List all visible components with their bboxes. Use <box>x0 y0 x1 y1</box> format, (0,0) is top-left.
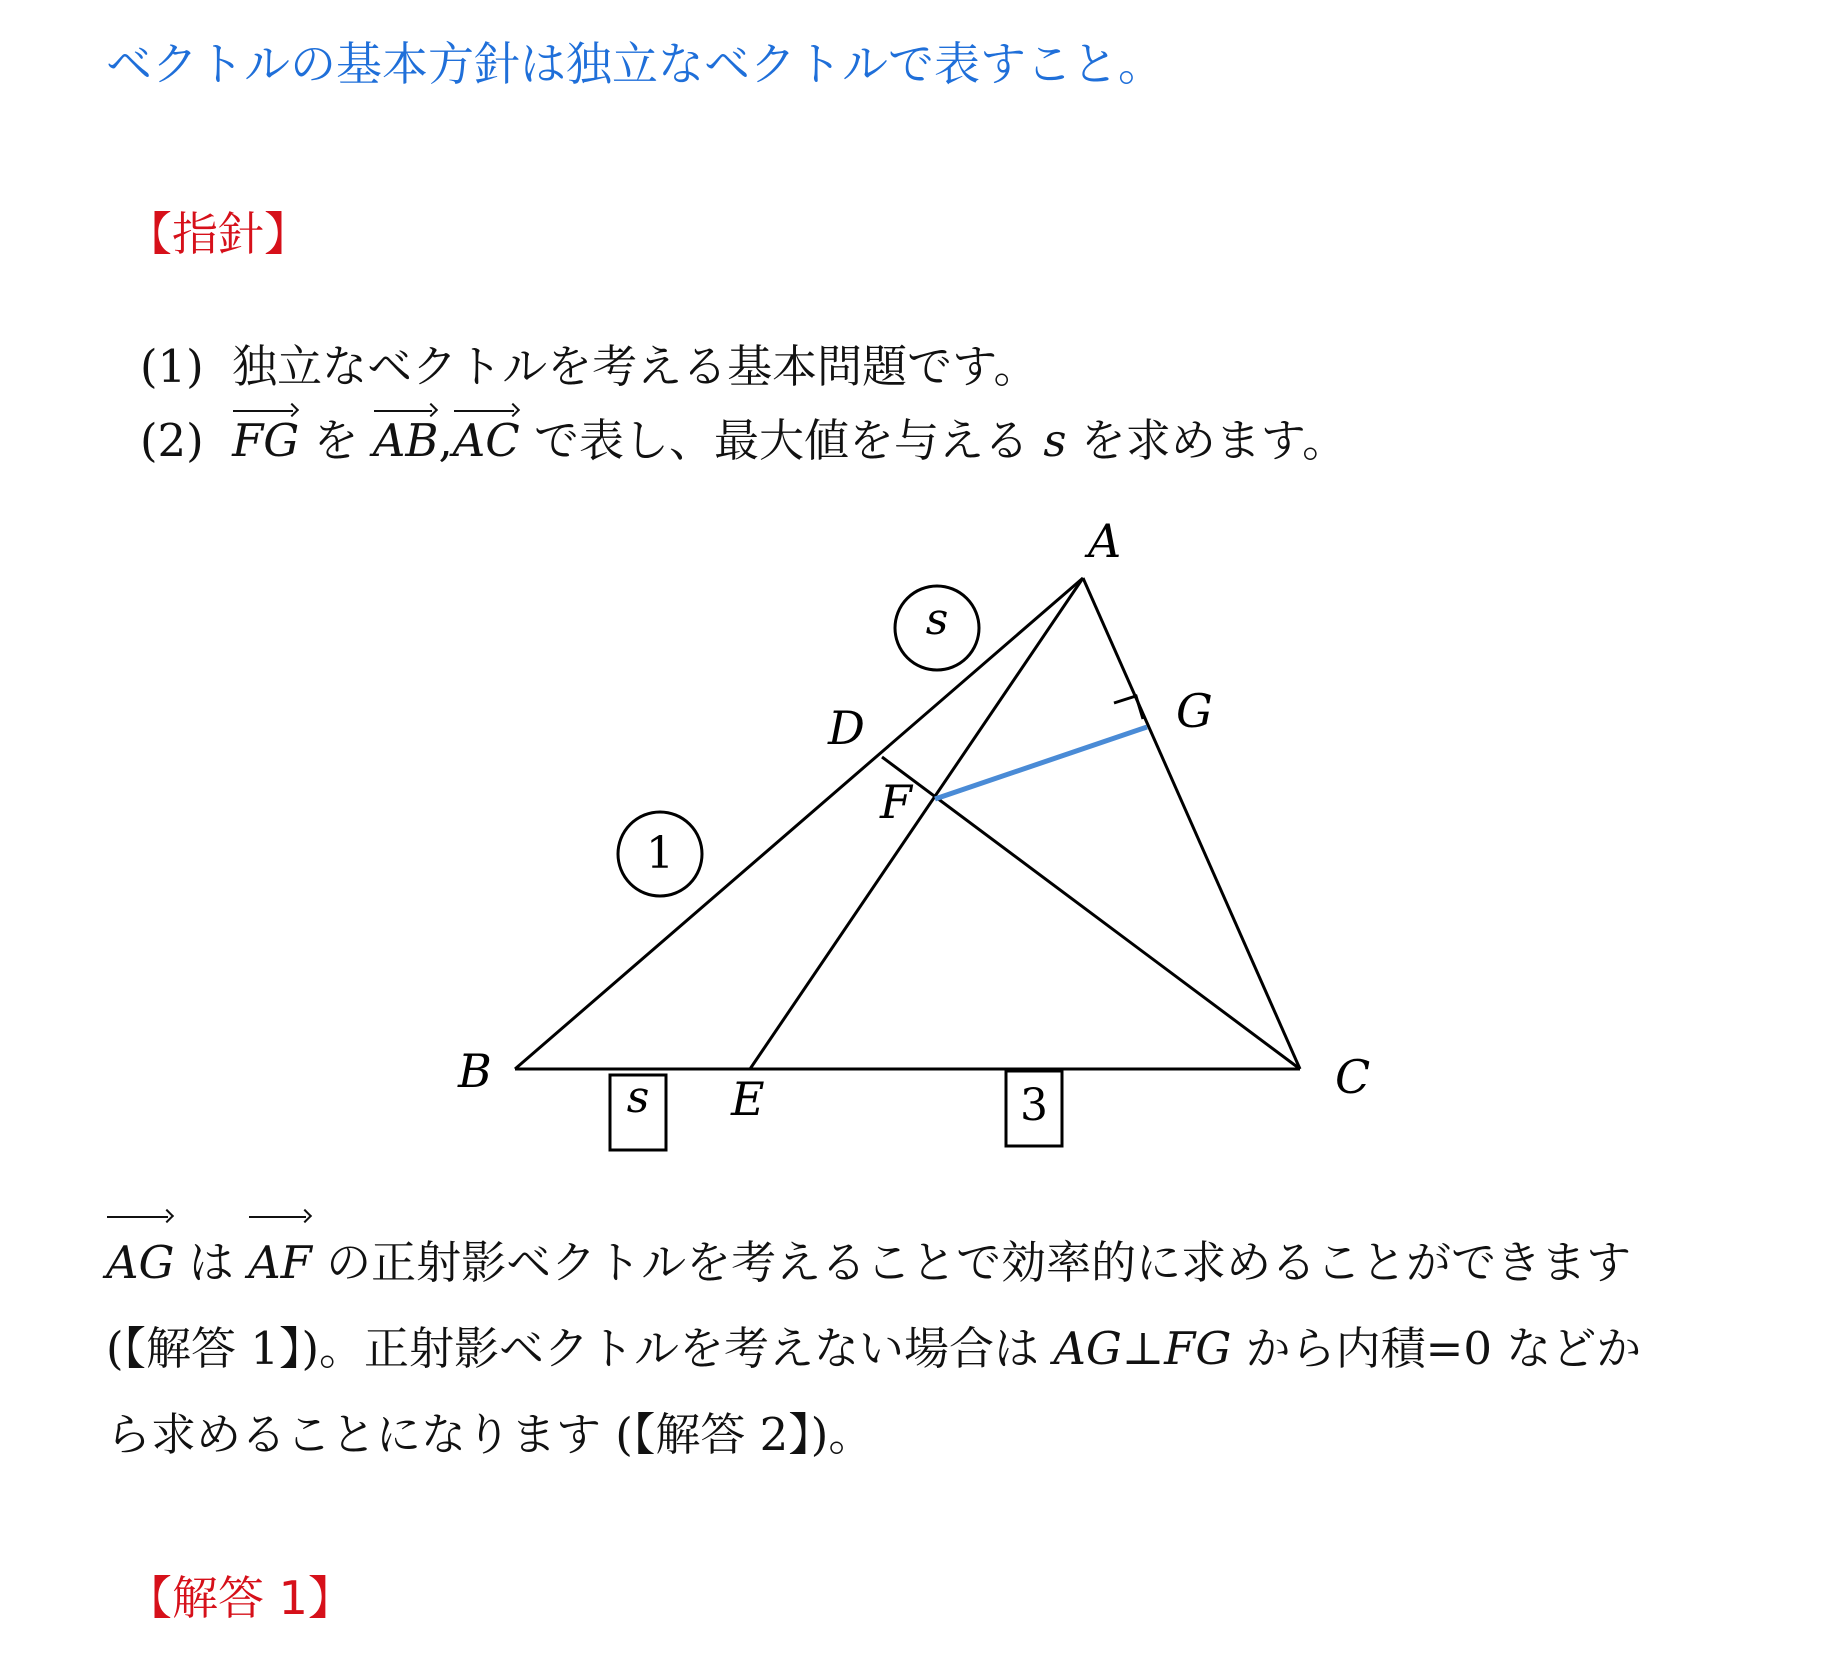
hint-item-1-text: 独立なベクトルを考える基本問題です。 <box>232 340 1039 393</box>
hint-item-2-part2: で表し、最大値を与える <box>534 414 1030 467</box>
section-answer1-label: 【解答 1】 <box>126 1571 354 1625</box>
circle-label-s: s <box>925 594 949 645</box>
point-label-a: A <box>1088 514 1122 568</box>
hint-item-2-part1: を <box>313 414 359 467</box>
hint-item-2-comma: , <box>438 414 453 467</box>
box-label-s: s <box>626 1072 650 1123</box>
explanation-line-3 <box>106 1392 1746 1478</box>
vector-ab: AB <box>373 404 439 467</box>
explanation-t2: の正射影ベクトルを考えることで効率的に求めることができます <box>326 1236 1632 1289</box>
point-label-g: G <box>1176 684 1213 738</box>
point-label-c: C <box>1335 1050 1371 1104</box>
right-angle-mark <box>1114 696 1143 719</box>
hint-item-2-number: (2) <box>140 414 204 467</box>
segment-dc <box>882 757 1300 1069</box>
segment-fg-highlight <box>935 727 1147 799</box>
point-label-e: E <box>731 1072 765 1126</box>
variable-s: s <box>1043 414 1067 467</box>
explanation-ag: AG <box>1053 1322 1122 1375</box>
vector-af: AF <box>248 1210 312 1306</box>
segment-ac <box>1083 578 1300 1069</box>
explanation-t1: は <box>188 1236 234 1289</box>
point-label-b: B <box>458 1044 492 1098</box>
headline: ベクトルの基本方針は独立なベクトルで表すこと。 <box>106 37 1164 91</box>
explanation-paragraph <box>106 1210 1746 1478</box>
explanation-t5: ら求めることになります (【解答 2】)。 <box>106 1408 874 1461</box>
explanation-t4: から内積=0 などか <box>1245 1322 1642 1375</box>
point-label-d: D <box>828 701 865 755</box>
hint-item-1-number: (1) <box>140 340 204 393</box>
explanation-fg: FG <box>1164 1322 1232 1375</box>
point-label-f: F <box>880 775 912 829</box>
vector-fg: FG <box>232 404 299 467</box>
box-label-3: 3 <box>1020 1080 1048 1131</box>
section-hint-label: 【指針】 <box>126 207 310 261</box>
perpendicular-symbol: ⊥ <box>1121 1322 1165 1375</box>
explanation-line-2 <box>106 1306 1746 1392</box>
explanation-line-1 <box>106 1210 1746 1306</box>
circle-label-1: 1 <box>646 828 674 879</box>
vector-ag: AG <box>106 1210 174 1306</box>
vector-ac: AC <box>453 404 520 467</box>
hint-item-2-part3: を求めます。 <box>1080 414 1348 467</box>
explanation-t3: (【解答 1】)。正射影ベクトルを考えない場合は <box>106 1322 1040 1375</box>
